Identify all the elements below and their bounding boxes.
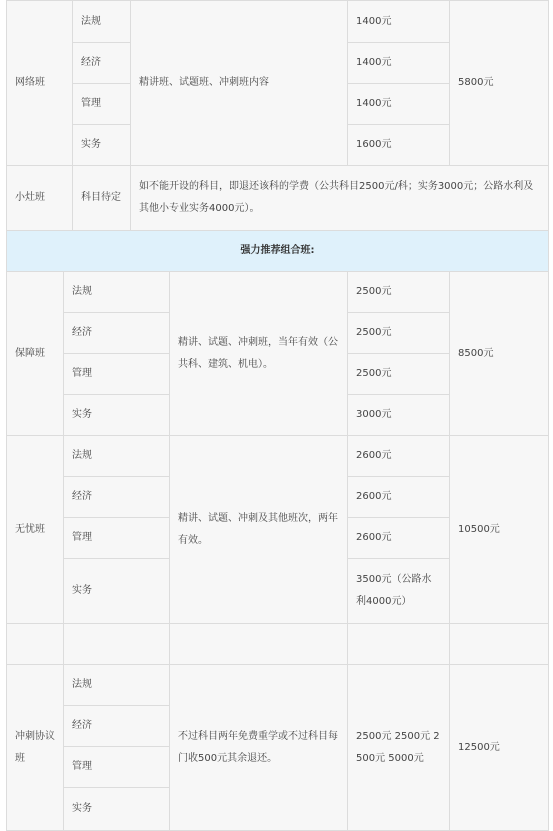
sprint-subject-4: 实务 [63,787,170,831]
sprint-prices-text: 2500元 2500元 2500元 5000元 [356,730,440,764]
network-subject-1: 法规 [72,0,131,43]
guarantee-price-3: 2500元 [347,353,450,395]
worryfree-price-3: 2600元 [347,517,450,559]
worryfree-price-4-text: 3500元（公路水利4000元） [356,574,432,607]
worryfree-price-4 [347,558,450,624]
sprint-subject-1: 法规 [63,664,170,706]
guarantee-subject-2: 经济 [63,312,170,354]
network-price-2: 1400元 [347,42,450,84]
guarantee-price-1: 2500元 [347,271,450,313]
guarantee-subject-4: 实务 [63,394,170,436]
network-price-4: 1600元 [347,124,450,166]
worryfree-subject-1: 法规 [63,435,170,477]
small-class-subject: 科目待定 [72,165,131,231]
spacer-cell-4 [347,623,450,665]
sprint-class-name [6,664,64,831]
network-class-name: 网络班 [6,0,73,166]
spacer-cell-5 [449,623,549,665]
worryfree-content [169,435,348,624]
sprint-content [169,664,348,831]
guarantee-content-text: 精讲、试题、冲刺班，当年有效（公共科、建筑、机电）。 [178,336,338,370]
worryfree-subject-2: 经济 [63,476,170,518]
small-class-name: 小灶班 [6,165,73,231]
network-subject-4: 实务 [72,124,131,166]
network-subject-2: 经济 [72,42,131,84]
recommend-header: 强力推荐组合班: [6,230,549,272]
guarantee-price-4: 3000元 [347,394,450,436]
sprint-total: 12500元 [449,664,549,831]
sprint-subject-3: 管理 [63,746,170,788]
small-class-content-text: 如不能开设的科目，即退还该科的学费（公共科目2500元/科；实务3000元；公路水利及其他小专业实务4000元）。 [139,181,534,214]
spacer-cell-1 [6,623,64,665]
worryfree-total: 10500元 [449,435,549,624]
guarantee-subject-1: 法规 [63,271,170,313]
spacer-cell-3 [169,623,348,665]
guarantee-price-2: 2500元 [347,312,450,354]
sprint-content-text: 不过科目两年免费重学或不过科目每门收500元其余退还。 [178,730,338,764]
network-content: 精讲班、试题班、冲刺班内容 [130,0,348,166]
worryfree-price-1: 2600元 [347,435,450,477]
sprint-class-name-text: 冲刺协议班 [15,730,55,764]
worryfree-content-text: 精讲、试题、冲刺及其他班次，两年有效。 [178,512,338,546]
spacer-cell-2 [63,623,170,665]
worryfree-subject-3: 管理 [63,517,170,559]
worryfree-class-name: 无忧班 [6,435,64,624]
small-class-content [130,165,549,231]
guarantee-total: 8500元 [449,271,549,436]
sprint-prices [347,664,450,831]
network-price-3: 1400元 [347,83,450,125]
network-total: 5800元 [449,0,549,166]
network-price-1: 1400元 [347,0,450,43]
guarantee-content [169,271,348,436]
worryfree-price-2: 2600元 [347,476,450,518]
guarantee-subject-3: 管理 [63,353,170,395]
sprint-subject-2: 经济 [63,705,170,747]
network-subject-3: 管理 [72,83,131,125]
worryfree-subject-4: 实务 [63,558,170,624]
guarantee-class-name: 保障班 [6,271,64,436]
